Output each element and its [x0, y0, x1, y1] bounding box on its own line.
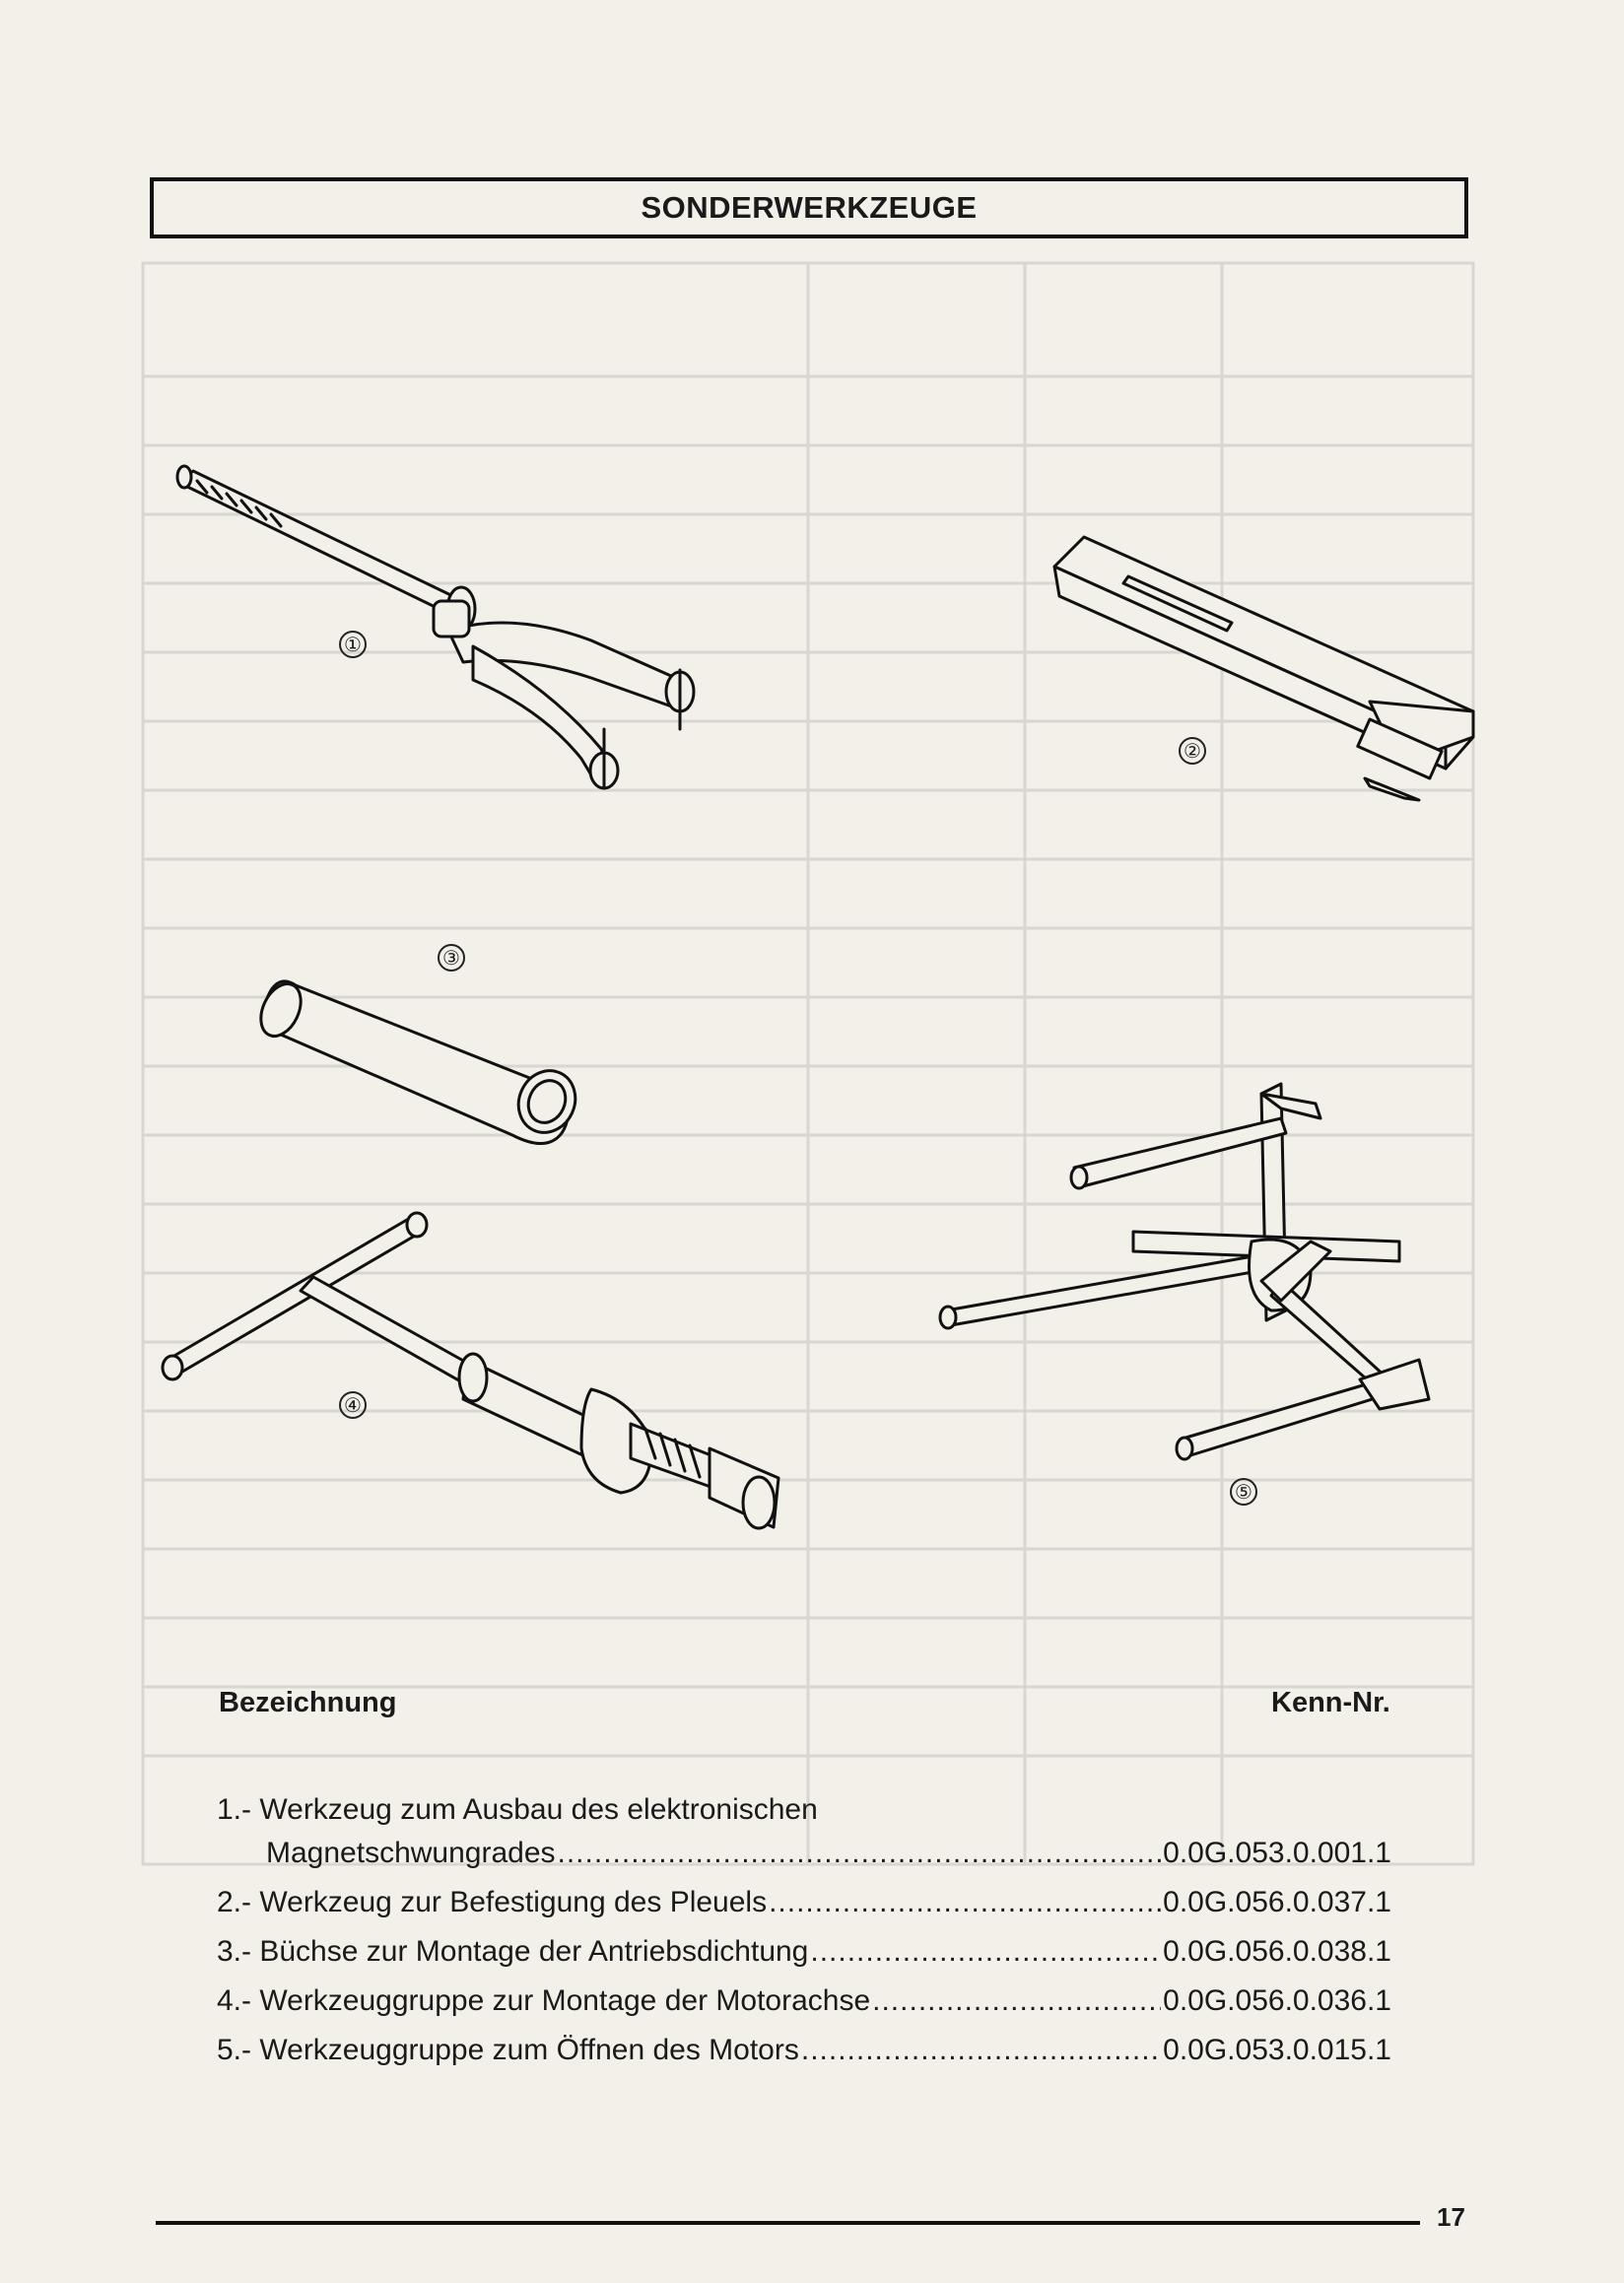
page-number: 17: [1437, 2202, 1465, 2232]
item-code: 0.0G.056.0.036.1: [1163, 1984, 1391, 2017]
item-label: Werkzeuggruppe zum Öffnen des Motors: [259, 2034, 799, 2066]
item-label: Werkzeuggruppe zur Montage der Motorachse: [259, 1984, 871, 2017]
list-item: [217, 2026, 1391, 2075]
item-code: 0.0G.056.0.037.1: [1163, 1886, 1391, 1918]
footer-rule: [156, 2221, 1420, 2225]
leader-dots: [810, 1935, 1161, 1969]
tool-1-flywheel-puller: [177, 466, 694, 788]
item-number: 2.-: [217, 1886, 252, 1918]
tool-3-sleeve: [253, 977, 585, 1144]
leader-dots: [872, 1984, 1161, 2018]
item-number: 3.-: [217, 1935, 252, 1968]
list-item: [217, 1878, 1391, 1927]
leader-dots: [769, 1886, 1161, 1919]
tool-number-2: ②: [1179, 737, 1206, 765]
item-number: 1.-: [217, 1793, 252, 1826]
tool-5-splitter: [940, 1084, 1429, 1459]
item-label: Werkzeug zur Befestigung des Pleuels: [259, 1886, 768, 1918]
tool-number-4: ④: [339, 1391, 367, 1419]
item-code: 0.0G.053.0.015.1: [1163, 2034, 1391, 2066]
item-code: 0.0G.056.0.038.1: [1163, 1935, 1391, 1968]
list-item: [217, 1927, 1391, 1977]
list-item: [217, 1977, 1391, 2026]
tool-2-rod-holder: [1054, 537, 1473, 800]
tool-list: [217, 1793, 1391, 2075]
item-code: 0.0G.053.0.001.1: [1163, 1837, 1391, 1869]
column-header-name: Bezeichnung: [219, 1687, 397, 1718]
column-header-code: Kenn-Nr.: [1271, 1687, 1390, 1718]
item-label-cont: Magnetschwungrades: [266, 1837, 556, 1869]
item-label: Werkzeug zum Ausbau des elektronischen: [259, 1793, 818, 1826]
tool-number-5: ⑤: [1230, 1478, 1257, 1506]
leader-dots: [558, 1837, 1162, 1870]
item-number: 4.-: [217, 1984, 252, 2017]
tool-number-3: ③: [438, 944, 465, 972]
tool-number-1: ①: [339, 631, 367, 658]
list-item: [217, 1793, 1391, 1878]
item-label: Büchse zur Montage der Antriebsdichtung: [259, 1935, 809, 1968]
item-number: 5.-: [217, 2034, 252, 2066]
leader-dots: [801, 2034, 1161, 2067]
tool-4-axle-tool: [163, 1213, 778, 1528]
page-title: SONDERWERKZEUGE: [150, 177, 1468, 238]
